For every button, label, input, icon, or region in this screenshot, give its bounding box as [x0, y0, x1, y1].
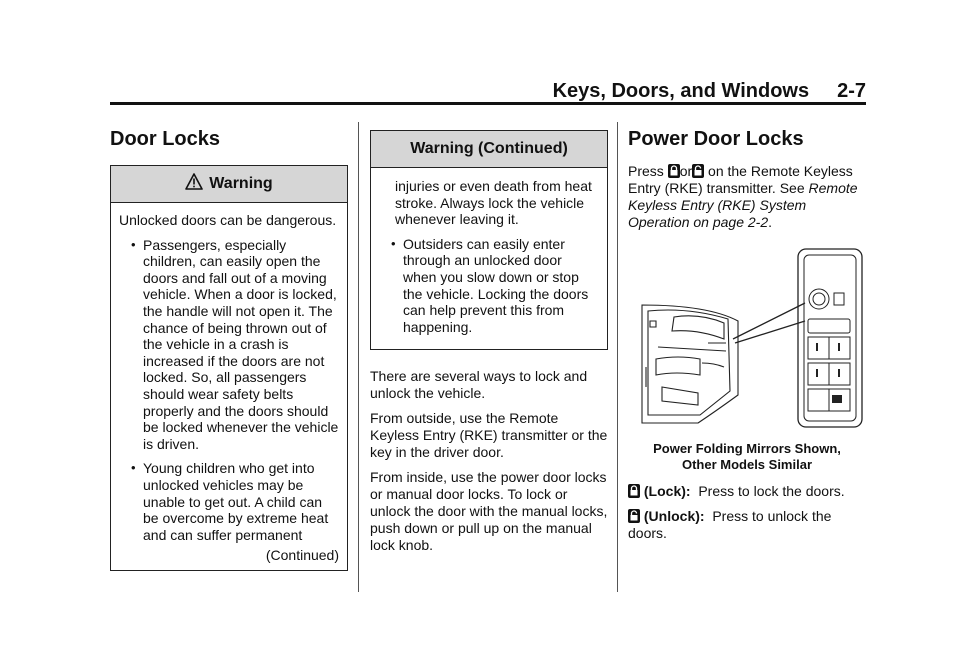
warning-continued-bullet-1: • Outsiders can easily enter through an unlocked door when you slow down or stop the vehicle. Locking the doors can help prevent this from happening. [379, 236, 599, 336]
warning-heading: Warning [209, 175, 273, 192]
rke-intro-rest: on the Remote Keyless Entry (RKE) transmitter. [628, 163, 853, 196]
body-paragraphs [370, 368, 608, 554]
column-2 [370, 130, 608, 554]
caption-line-2: Other Models Similar [681, 457, 813, 472]
warning-continued-bullets [379, 236, 599, 336]
lock-icon [668, 164, 680, 178]
warning-bullets [119, 237, 339, 544]
column-3 [628, 128, 866, 542]
header-rule [110, 102, 866, 105]
figure-caption [628, 441, 866, 473]
unlock-icon [692, 164, 704, 178]
lock-icon [628, 484, 640, 498]
warning-bullet-2: • Young children who get into unlocked vehicles may be unable to get out. A child can be overcome by extreme heat and can suffer permanent [119, 460, 339, 543]
caption-line-1: Power Folding Mirrors Shown, [653, 441, 841, 456]
door-locks-title: Door Locks [110, 128, 221, 150]
or-text: or [679, 163, 693, 179]
unlock-icon [628, 509, 640, 523]
rke-intro [628, 163, 866, 231]
section-title: Keys, Doors, and Windows [552, 80, 810, 102]
press-text: Press [628, 163, 664, 179]
warning-continued-text: injuries or even death from heat stroke. Always lock the vehicle whenever leaving it. [395, 178, 592, 228]
power-door-locks-title: Power Door Locks [628, 128, 804, 150]
see-end: . [768, 214, 772, 230]
warning-bullet-1: • Passengers, especially children, can easily open the doors and fall out of a moving vehicle. When a door is locked, the handle will not open it. The chance of being thrown out of the vehicle in a crash is increased if the doors are not locked. So, all passengers should wear safety belts properly and the doors should be locked whenever the vehicle is driven. [119, 237, 339, 453]
warning-continued-box [370, 130, 608, 350]
warning-box [110, 165, 348, 571]
warning-body [111, 203, 347, 570]
unlock-text: Press to unlock the doors. [628, 508, 832, 541]
header-text [553, 80, 866, 103]
see-text: See [779, 180, 805, 196]
paragraph-1: There are several ways to lock and unlock the vehicle. [370, 368, 588, 402]
warning-continued-body [371, 168, 607, 349]
warning-header [111, 166, 347, 203]
page-number: 2-7 [837, 80, 866, 102]
warning-continued-header: Warning (Continued) [371, 131, 607, 168]
paragraph-2: From outside, use the Remote Keyless Entry (RKE) transmitter or the key in the driver door. [370, 410, 608, 461]
warning-intro: Unlocked doors can be dangerous. [119, 212, 337, 228]
paragraph-3: From inside, use the power door locks or manual door locks. To lock or unlock the door with the manual locks, push down or pull up on the manual lock knob. [370, 469, 608, 554]
lock-label: (Lock): [643, 483, 691, 499]
unlock-description [628, 508, 866, 542]
lock-text: Press to lock the doors. [698, 483, 845, 499]
door-panel-illustration [638, 247, 864, 429]
column-divider-1 [358, 122, 359, 592]
unlock-label: (Unlock): [643, 508, 705, 524]
column-1 [110, 128, 348, 571]
continued-label: (Continued) [265, 547, 339, 564]
lock-description [628, 483, 866, 500]
warning-triangle-icon [185, 173, 203, 195]
column-divider-2 [617, 122, 618, 592]
see-reference: Remote Keyless Entry (RKE) System Operation on page 2-2 [628, 180, 858, 230]
